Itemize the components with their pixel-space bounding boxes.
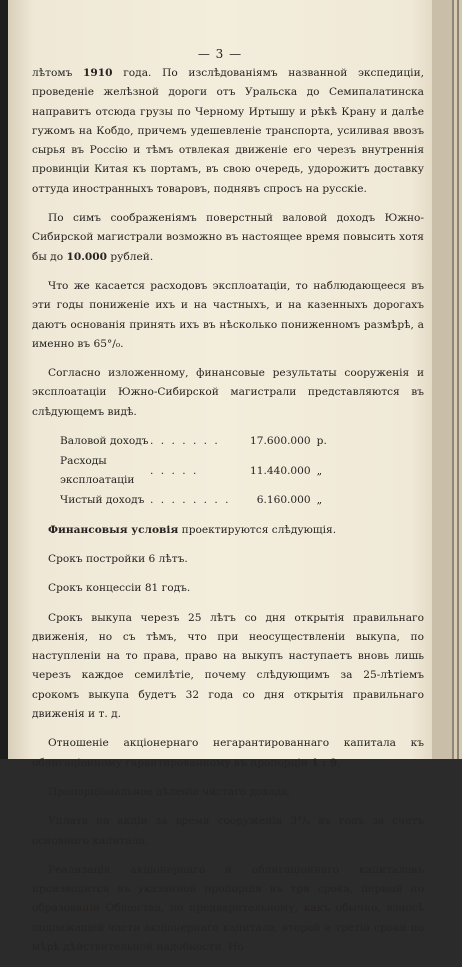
p1-intro: лѣтомъ [32,67,84,79]
row-value: 17.600.000 [250,435,311,448]
p1-rest: года. По изслѣдованіямъ названной экспедиціи, проведеніе желѣзной дороги отъ Уральска до Семипалатинска направитъ отсюда грузы по Черному Иртышу и рѣкѣ Крану и далѣе гужомъ на Кобдо, причемъ удешевленіе транспорта, усиливая ввозъ сырья въ Россію и тѣмъ отвлекая движеніе его черезъ внутреннія провинціи Китая къ портамъ, въ свою очередь, удорожитъ доставку оттуда иностранныхъ товаровъ, поднявъ спросъ на русскіе. [32,67,424,195]
paragraph-1 [32,64,424,199]
paragraph-8: Срокъ выкупа черезъ 25 лѣтъ со дня открытія правильнаго движенія, но съ тѣмъ, что при неосуществленіи выкупа, по наступленіи на то права, право на выкупъ наступаетъ вновь лишь черезъ каждое семилѣтіе, почему слѣдующимъ за 25-лѣтіемъ срокомъ выкупа будетъ 32 года со дня открытія правильнаго движенія и т. д. [32,611,424,721]
row-dots: . . . . . [150,464,199,477]
p9-text: Отношеніе акціонернаго негарантированнаго капитала къ облигаціонному гарантированному въ пропорціи [32,737,424,769]
table-row [60,452,330,491]
paragraph-4: Согласно изложенному, финансовые результаты сооруженія и эксплоатаціи Южно-Сибирской магистрали представляются въ слѣдующемъ видѣ. [32,367,424,418]
paragraph-10: Пропорціональное дѣленіе чистаго дохода. [48,785,292,798]
paragraph-12: Реализація акціонернаго и облигаціоннаго капиталовъ производится въ указанной пропорціи въ три срока, первый по образованіи Общества, по предварительному, какъ обычно, взносѣ подлежащей части акціонернаго капитала, второй и третій сроки по мѣрѣ дѣйствительной надобности. Но [32,863,424,953]
paragraph-9 [32,734,424,773]
p2-before: По симъ соображеніямъ поверстный валовой доходъ Южно-Сибирской магистрали возможно въ настоящее время повысить хотя бы до [32,212,424,263]
row-unit: „ [316,493,323,506]
paragraph-6: Срокъ постройки 6 лѣтъ. [48,552,188,565]
p1-year: 1910 [83,67,113,79]
paragraph-7: Срокъ концессіи 81 годъ. [48,582,191,595]
p9-ratio: 1 : 9 [311,756,338,769]
document-page [8,0,432,953]
financial-results-table [60,432,330,511]
p5-rest: проектируются слѣдующія. [178,523,337,536]
row-value: 11.440.000 [250,464,311,477]
row-dots: . . . . . . . [150,435,220,448]
row-unit: „ [316,464,323,477]
p2-after: рублей. [107,250,154,263]
paragraph-3: Что же касается расходовъ эксплоатаціи, то наблюдающееся въ эти годы пониженіе ихъ и на частныхъ, и на казенныхъ дорогахъ даютъ основанія принять ихъ въ нѣсколько пониженномъ размѣрѣ, а именно въ 65°/₀. [32,279,424,350]
row-dots: . . . . . . . . [150,493,231,506]
p9-end: . [337,756,341,769]
page-number: — 3 — [197,47,243,61]
row-label: Расходы эксплоатаціи [60,455,135,487]
row-value: 6.160.000 [256,493,311,506]
book-page-stack [8,0,452,953]
table-row [60,491,330,511]
p2-amount: 10.000 [66,250,107,263]
table-row [60,432,330,452]
row-unit: р. [316,435,327,448]
paragraph-11: Уплата на акціи за время сооруженія 3°/₀ въ годъ за счетъ основного капитала. [32,815,424,847]
paragraph-5 [32,521,424,540]
paragraph-2 [32,209,424,267]
financial-conditions-heading: Финансовыя условія [48,523,179,536]
row-label: Чистый доходъ [60,493,145,506]
row-label: Валовой доходъ [60,435,149,448]
body-text [32,64,424,967]
